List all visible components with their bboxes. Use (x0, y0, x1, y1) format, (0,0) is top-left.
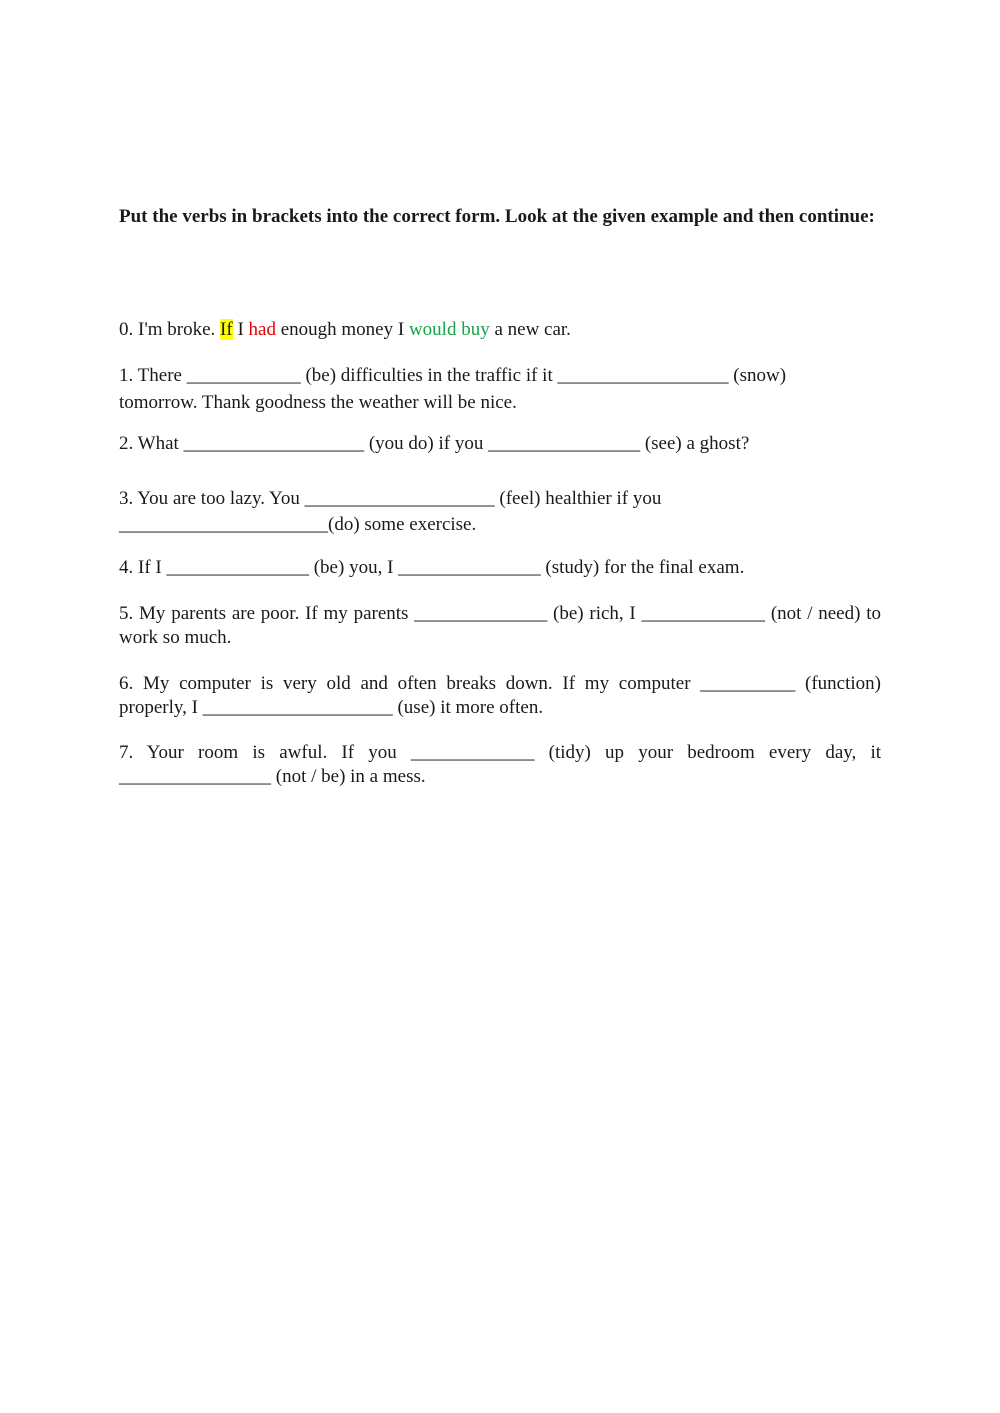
exercise-7-text-end: (not / be) in a mess. (271, 766, 426, 787)
exercise-1-text-start: 1. There (119, 365, 187, 386)
exercise-5-blank-2[interactable]: _____________ (641, 603, 766, 624)
exercise-7-blank-2[interactable]: ________________ (119, 766, 271, 787)
exercise-4 (119, 556, 881, 580)
exercise-5-text-start: 5. My parents are poor. If my parents (119, 603, 415, 624)
exercise-4-blank-2[interactable]: _______________ (398, 557, 541, 578)
exercise-4-text-start: 4. If I (119, 557, 167, 578)
exercise-6-text-start: 6. My computer is very old and often breaks down. If my computer (119, 673, 701, 694)
exercise-6 (119, 672, 881, 720)
exercise-2-blank-2[interactable]: ________________ (488, 433, 641, 454)
example-had-word: had (248, 319, 276, 340)
exercise-3-text-start: 3. You are too lazy. You (119, 488, 305, 509)
exercise-5-blank-1[interactable]: ______________ (414, 603, 548, 624)
exercise-2 (119, 432, 881, 456)
exercise-1-blank-2[interactable]: __________________ (557, 365, 729, 386)
exercise-6-blank-2[interactable]: ____________________ (202, 697, 393, 718)
exercise-6-text-mid: (function) properly, I (119, 673, 881, 718)
example-prefix: 0. I'm broke. (119, 319, 221, 340)
exercise-3-blank-2[interactable]: ______________________ (119, 514, 328, 535)
exercise-4-blank-1[interactable]: _______________ (166, 557, 309, 578)
exercise-3-blank-1[interactable]: ____________________ (304, 488, 495, 509)
exercise-2-text-start: 2. What (119, 433, 184, 454)
exercise-3-text-mid: (feel) healthier if you (494, 488, 662, 509)
exercise-1-text-mid: (be) difficulties in the traffic if it (300, 365, 558, 386)
exercise-4-text-end: (study) for the final exam. (540, 557, 745, 578)
example-mid2: enough money I (275, 319, 409, 340)
instruction-heading: Put the verbs in brackets into the correct form. Look at the given example and then continue: (119, 206, 875, 227)
exercise-2-blank-1[interactable]: ___________________ (183, 433, 365, 454)
exercise-1-line-2: tomorrow. Thank goodness the weather will be nice. (119, 392, 517, 413)
exercise-3-text-end: (do) some exercise. (328, 514, 477, 535)
exercise-2-text-mid: (you do) if you (364, 433, 489, 454)
exercise-4-text-mid: (be) you, I (308, 557, 399, 578)
exercise-2-text-end: (see) a ghost? (640, 433, 750, 454)
exercise-7-text-start: 7. Your room is awful. If you (119, 742, 411, 763)
exercise-5-text-mid: (be) rich, I (547, 603, 642, 624)
exercise-1-text-end: (snow) (728, 365, 787, 386)
example-would-buy: would buy (408, 319, 490, 340)
exercise-3 (119, 486, 881, 538)
exercise-7 (119, 741, 881, 789)
exercise-1-blank-1[interactable]: ____________ (186, 365, 301, 386)
exercise-6-blank-1[interactable]: __________ (700, 673, 796, 694)
exercise-7-text-mid: (tidy) up your bedroom every day, it (534, 742, 882, 763)
example-sentence (119, 318, 881, 342)
example-suffix: a new car. (489, 319, 571, 340)
exercise-5 (119, 602, 881, 650)
example-if-highlight: If (220, 319, 233, 340)
example-mid1: I (232, 319, 249, 340)
exercise-6-text-end: (use) it more often. (392, 697, 544, 718)
exercise-1 (119, 362, 881, 416)
exercise-5-text-end: (not / need) to work so much. (119, 603, 881, 648)
exercise-7-blank-1[interactable]: _____________ (410, 742, 535, 763)
